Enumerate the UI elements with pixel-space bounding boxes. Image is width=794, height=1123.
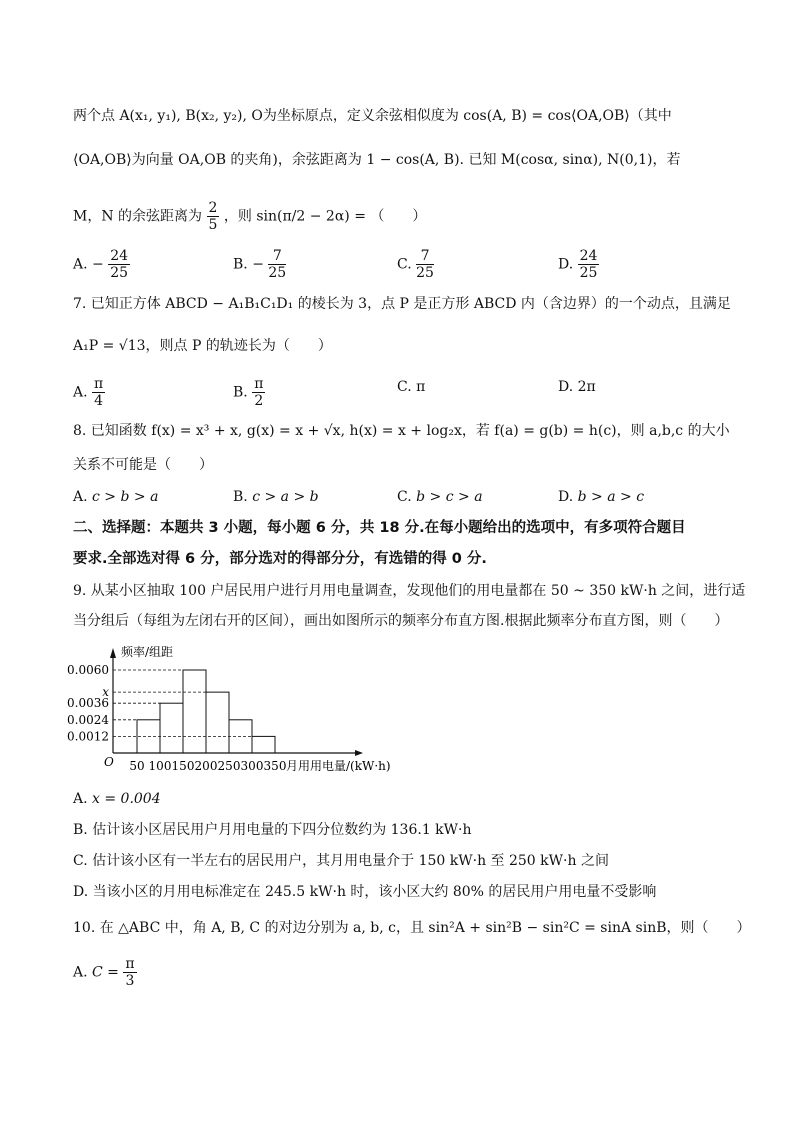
q9-option-d[interactable] xyxy=(73,882,656,902)
fraction-denominator: 3 xyxy=(125,973,135,989)
q9-line-2: 当分组后（每组为左闭右开的区间），画出如图所示的频率分布直方图.根据此频率分布直方图，则（ ） xyxy=(73,613,729,629)
fraction-numerator: π xyxy=(94,376,104,392)
x-tick-label: 250 xyxy=(217,759,241,773)
option-text: 估计该小区有一半左右的居民用户，其月用电量介于 150 kW·h 至 250 kW·h 之间 xyxy=(92,853,609,869)
option-label: D. xyxy=(558,489,574,505)
x-tick-label: 100 xyxy=(148,759,172,773)
fraction-denominator: 5 xyxy=(208,217,218,233)
option-text: c > b > a xyxy=(92,489,159,505)
option-text: 2π xyxy=(577,379,596,395)
q8-option-b[interactable] xyxy=(233,487,319,507)
option-label: D. xyxy=(558,379,574,395)
y-tick-label: x xyxy=(102,685,109,700)
q7-option-b[interactable] xyxy=(233,376,265,409)
q9-option-b[interactable] xyxy=(73,820,472,840)
x-tick-label: 300 xyxy=(240,759,264,773)
q8-line-2: 关系不可能是（ ） xyxy=(73,457,213,473)
y-tick-label: 0.0036 xyxy=(67,696,109,711)
option-fraction xyxy=(108,248,130,281)
q10-line-1: 10. 在 △ABC 中，角 A, B, C 的对边分别为 a, b, c，且 sin²A + sin²B − sin²C = sinA sinB，则（ ） xyxy=(73,920,751,936)
origin-label: O xyxy=(104,755,114,769)
y-tick-label: 0.0024 xyxy=(67,712,109,727)
q6-line-2: ⟨OA,OB⟩为向量 OA,OB 的夹角)，余弦距离为 1 − cos(A, B). 已知 M(cosα, sinα), N(0,1)，若 xyxy=(73,152,681,168)
option-label: C. xyxy=(73,853,88,869)
option-fraction xyxy=(252,376,265,409)
q9-line-1: 9. 从某小区抽取 100 户居民用户进行月用电量调查，发现他们的用电量都在 50 ~ 350 kW·h 之间，进行适 xyxy=(73,583,746,599)
option-label: C. xyxy=(397,489,412,505)
q6-line-3 xyxy=(73,200,426,233)
fraction-numerator: 7 xyxy=(416,248,434,265)
option-fraction xyxy=(416,248,434,281)
option-label: C. xyxy=(397,379,412,395)
fraction-numerator: 24 xyxy=(579,248,598,264)
x-tick-label: 50 xyxy=(129,759,145,773)
option-sign: − xyxy=(252,256,264,273)
option-label: D. xyxy=(73,884,89,900)
option-label: B. xyxy=(233,256,248,273)
fraction-denominator: 25 xyxy=(110,265,129,281)
y-tick-label: 0.0012 xyxy=(67,729,109,744)
option-fraction xyxy=(92,376,105,409)
option-label: B. xyxy=(233,489,248,505)
q6-line-1: 两个点 A(x₁, y₁), B(x₂, y₂), O为坐标原点，定义余弦相似度为 cos(A, B) = cos⟨OA,OB⟩（其中 xyxy=(73,108,672,124)
option-label: A. xyxy=(73,489,88,505)
fraction-numerator: 7 xyxy=(268,248,286,265)
option-text: 当该小区的月用电标准定在 245.5 kW·h 时，该小区大约 80% 的居民用户用电量不受影响 xyxy=(92,884,657,900)
option-fraction xyxy=(268,248,286,281)
q7-line-1: 7. 已知正方体 ABCD − A₁B₁C₁D₁ 的棱长为 3，点 P 是正方形 ABCD 内（含边界）的一个动点，且满足 xyxy=(73,296,731,312)
q6-line-3-prefix: M，N 的余弦距离为 xyxy=(73,208,203,225)
section-2-heading-line-1: 二、选择题：本题共 3 小题，每小题 6 分，共 18 分.在每小题给出的选项中，有多项符合题目 xyxy=(73,520,686,536)
y-axis-label: 频率/组距 xyxy=(121,645,174,659)
q7-option-c[interactable] xyxy=(397,377,425,397)
option-label: D. xyxy=(558,256,574,273)
option-label: A. xyxy=(73,256,88,273)
option-sign: − xyxy=(92,256,104,273)
option-text: c > a > b xyxy=(252,489,319,505)
option-label: A. xyxy=(73,964,88,981)
q6-option-b[interactable] xyxy=(233,248,286,281)
x-tick-label: 150 xyxy=(171,759,195,773)
q6-option-c[interactable] xyxy=(397,248,434,281)
q6-distance-fraction xyxy=(207,200,220,233)
fraction-numerator: π xyxy=(125,956,135,972)
fraction-denominator: 25 xyxy=(268,265,287,281)
q9-option-a[interactable] xyxy=(73,789,161,809)
fraction-denominator: 2 xyxy=(254,393,264,409)
q8-option-a[interactable] xyxy=(73,487,158,507)
histogram-bar xyxy=(160,703,183,753)
option-label: A. xyxy=(73,384,88,401)
q9-option-c[interactable] xyxy=(73,851,609,871)
histogram-bar xyxy=(183,670,206,753)
q7-option-a[interactable] xyxy=(73,376,105,409)
option-text: 估计该小区居民用户月用电量的下四分位数约为 136.1 kW·h xyxy=(92,822,472,838)
q6-option-d[interactable] xyxy=(558,248,599,281)
fraction-denominator: 25 xyxy=(579,265,598,281)
q8-option-d[interactable] xyxy=(558,487,644,507)
option-label: B. xyxy=(73,822,88,838)
fraction-numerator: 2 xyxy=(208,200,218,216)
q6-option-a[interactable] xyxy=(73,248,130,281)
histogram-bar xyxy=(252,736,275,753)
q10-option-a[interactable] xyxy=(73,956,137,989)
q8-line-1: 8. 已知函数 f(x) = x³ + x, g(x) = x + √x, h(x) = x + log₂x，若 f(a) = g(b) = h(c)，则 a,b,c 的大小 xyxy=(73,423,730,439)
q8-option-c[interactable] xyxy=(397,487,483,507)
option-text: b > c > a xyxy=(416,489,483,505)
histogram-bar xyxy=(206,692,229,753)
fraction-denominator: 25 xyxy=(416,265,434,281)
fraction-numerator: π xyxy=(254,376,264,392)
fraction-numerator: 24 xyxy=(110,248,129,264)
option-label: C. xyxy=(397,256,412,273)
option-label: B. xyxy=(233,384,248,401)
x-axis-label: 月用用电量/(kW·h) xyxy=(286,759,391,773)
option-label: A. xyxy=(73,791,88,807)
x-axis-arrow xyxy=(355,750,363,756)
y-tick-label: 0.0060 xyxy=(67,663,109,677)
y-axis-arrow xyxy=(110,648,116,658)
x-tick-label: 200 xyxy=(194,759,218,773)
option-text: C = xyxy=(92,964,119,981)
q7-option-d[interactable] xyxy=(558,377,596,397)
x-tick-label: 350 xyxy=(263,759,287,773)
option-text: b > a > c xyxy=(577,489,645,505)
fraction-denominator: 4 xyxy=(94,393,104,409)
option-text: x = 0.004 xyxy=(92,791,161,807)
section-2-heading-line-2: 要求.全部选对得 6 分，部分选对的得部分分，有选错的得 0 分. xyxy=(73,551,487,567)
frequency-histogram xyxy=(67,640,393,775)
option-fraction xyxy=(123,956,136,989)
option-fraction xyxy=(578,248,600,281)
q7-line-2: A₁P = √13，则点 P 的轨迹长为（ ） xyxy=(73,338,332,354)
q6-line-3-suffix: ，则 sin(π/2 − 2α) = （ ） xyxy=(223,208,427,225)
option-text: π xyxy=(416,379,426,395)
